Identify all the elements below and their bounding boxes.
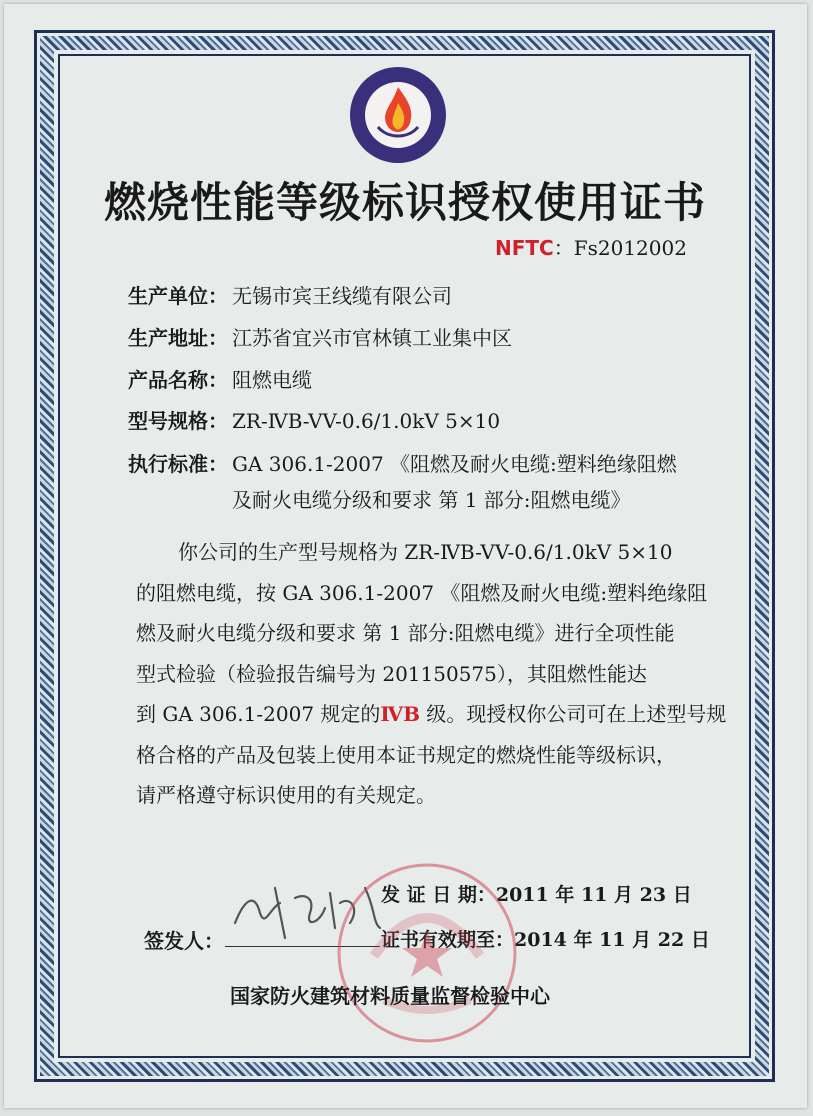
certificate-title: 燃烧性能等级标识授权使用证书 xyxy=(103,178,706,227)
field-product-name xyxy=(128,364,312,393)
paragraph-text: 级。现授权你公司可在上述型号规 xyxy=(420,702,727,726)
cert-number-prefix: NFTC xyxy=(495,236,554,260)
field-label: 型号规格： xyxy=(128,409,228,433)
certificate-number xyxy=(495,232,687,261)
standard-continuation: 及耐火电缆分级和要求 第 1 部分:阻燃电缆》 xyxy=(232,488,631,512)
field-label: 生产地址： xyxy=(128,326,228,350)
official-seal xyxy=(334,860,520,1046)
field-address xyxy=(128,322,512,351)
field-manufacturer xyxy=(128,280,452,309)
field-value: 阻燃电缆 xyxy=(232,368,312,392)
issue-date-value: 2011 年 11 月 23 日 xyxy=(495,884,692,906)
paragraph-line: 型式检验（检验报告编号为 201150575），其阻燃性能达 xyxy=(136,661,647,686)
issuing-organization: 国家防火建筑材料质量监督检验中心 xyxy=(230,984,550,1008)
field-standard xyxy=(128,448,677,477)
field-model-spec xyxy=(128,405,500,434)
authorization-paragraph xyxy=(136,532,727,816)
paragraph-line: 的阻燃电缆，按 GA 306.1-2007 《阻燃及耐火电缆:塑料绝缘阻 xyxy=(136,580,708,605)
field-value: ZR-ⅣB-VV-0.6/1.0kV 5×10 xyxy=(232,409,501,433)
paragraph-line xyxy=(136,694,727,735)
cert-number-value: Fs2012002 xyxy=(573,236,687,260)
field-value: 无锡市宾王线缆有限公司 xyxy=(232,284,452,308)
field-value: GA 306.1-2007 《阻燃及耐火电缆:塑料绝缘阻燃 xyxy=(232,452,677,476)
valid-until-label: 证书有效期至： xyxy=(381,929,515,951)
fire-grade: ⅣB xyxy=(380,702,421,726)
field-label: 产品名称： xyxy=(128,368,228,392)
paragraph-line: 你公司的生产型号规格为 ZR-ⅣB-VV-0.6/1.0kV 5×10 xyxy=(178,540,673,564)
paragraph-text: 到 GA 306.1-2007 规定的 xyxy=(136,702,381,726)
field-label: 执行标准： xyxy=(128,452,228,476)
signer-label: 签发人： xyxy=(144,929,224,953)
paragraph-line: 燃及耐火电缆分级和要求 第 1 部分:阻燃电缆》进行全项性能 xyxy=(136,621,675,645)
center-logo-emblem xyxy=(348,65,448,165)
issue-date-label: 发 证 日 期： xyxy=(381,884,496,906)
paragraph-line: 格合格的产品及包装上使用本证书规定的燃烧性能等级标识， xyxy=(136,742,676,767)
field-value: 江苏省宜兴市官林镇工业集中区 xyxy=(232,326,512,350)
cert-number-separator: ： xyxy=(553,236,574,260)
valid-until-value: 2014 年 11 月 22 日 xyxy=(514,929,710,951)
field-label: 生产单位： xyxy=(128,284,228,308)
paragraph-line: 请严格遵守标识使用的有关规定。 xyxy=(136,783,436,807)
